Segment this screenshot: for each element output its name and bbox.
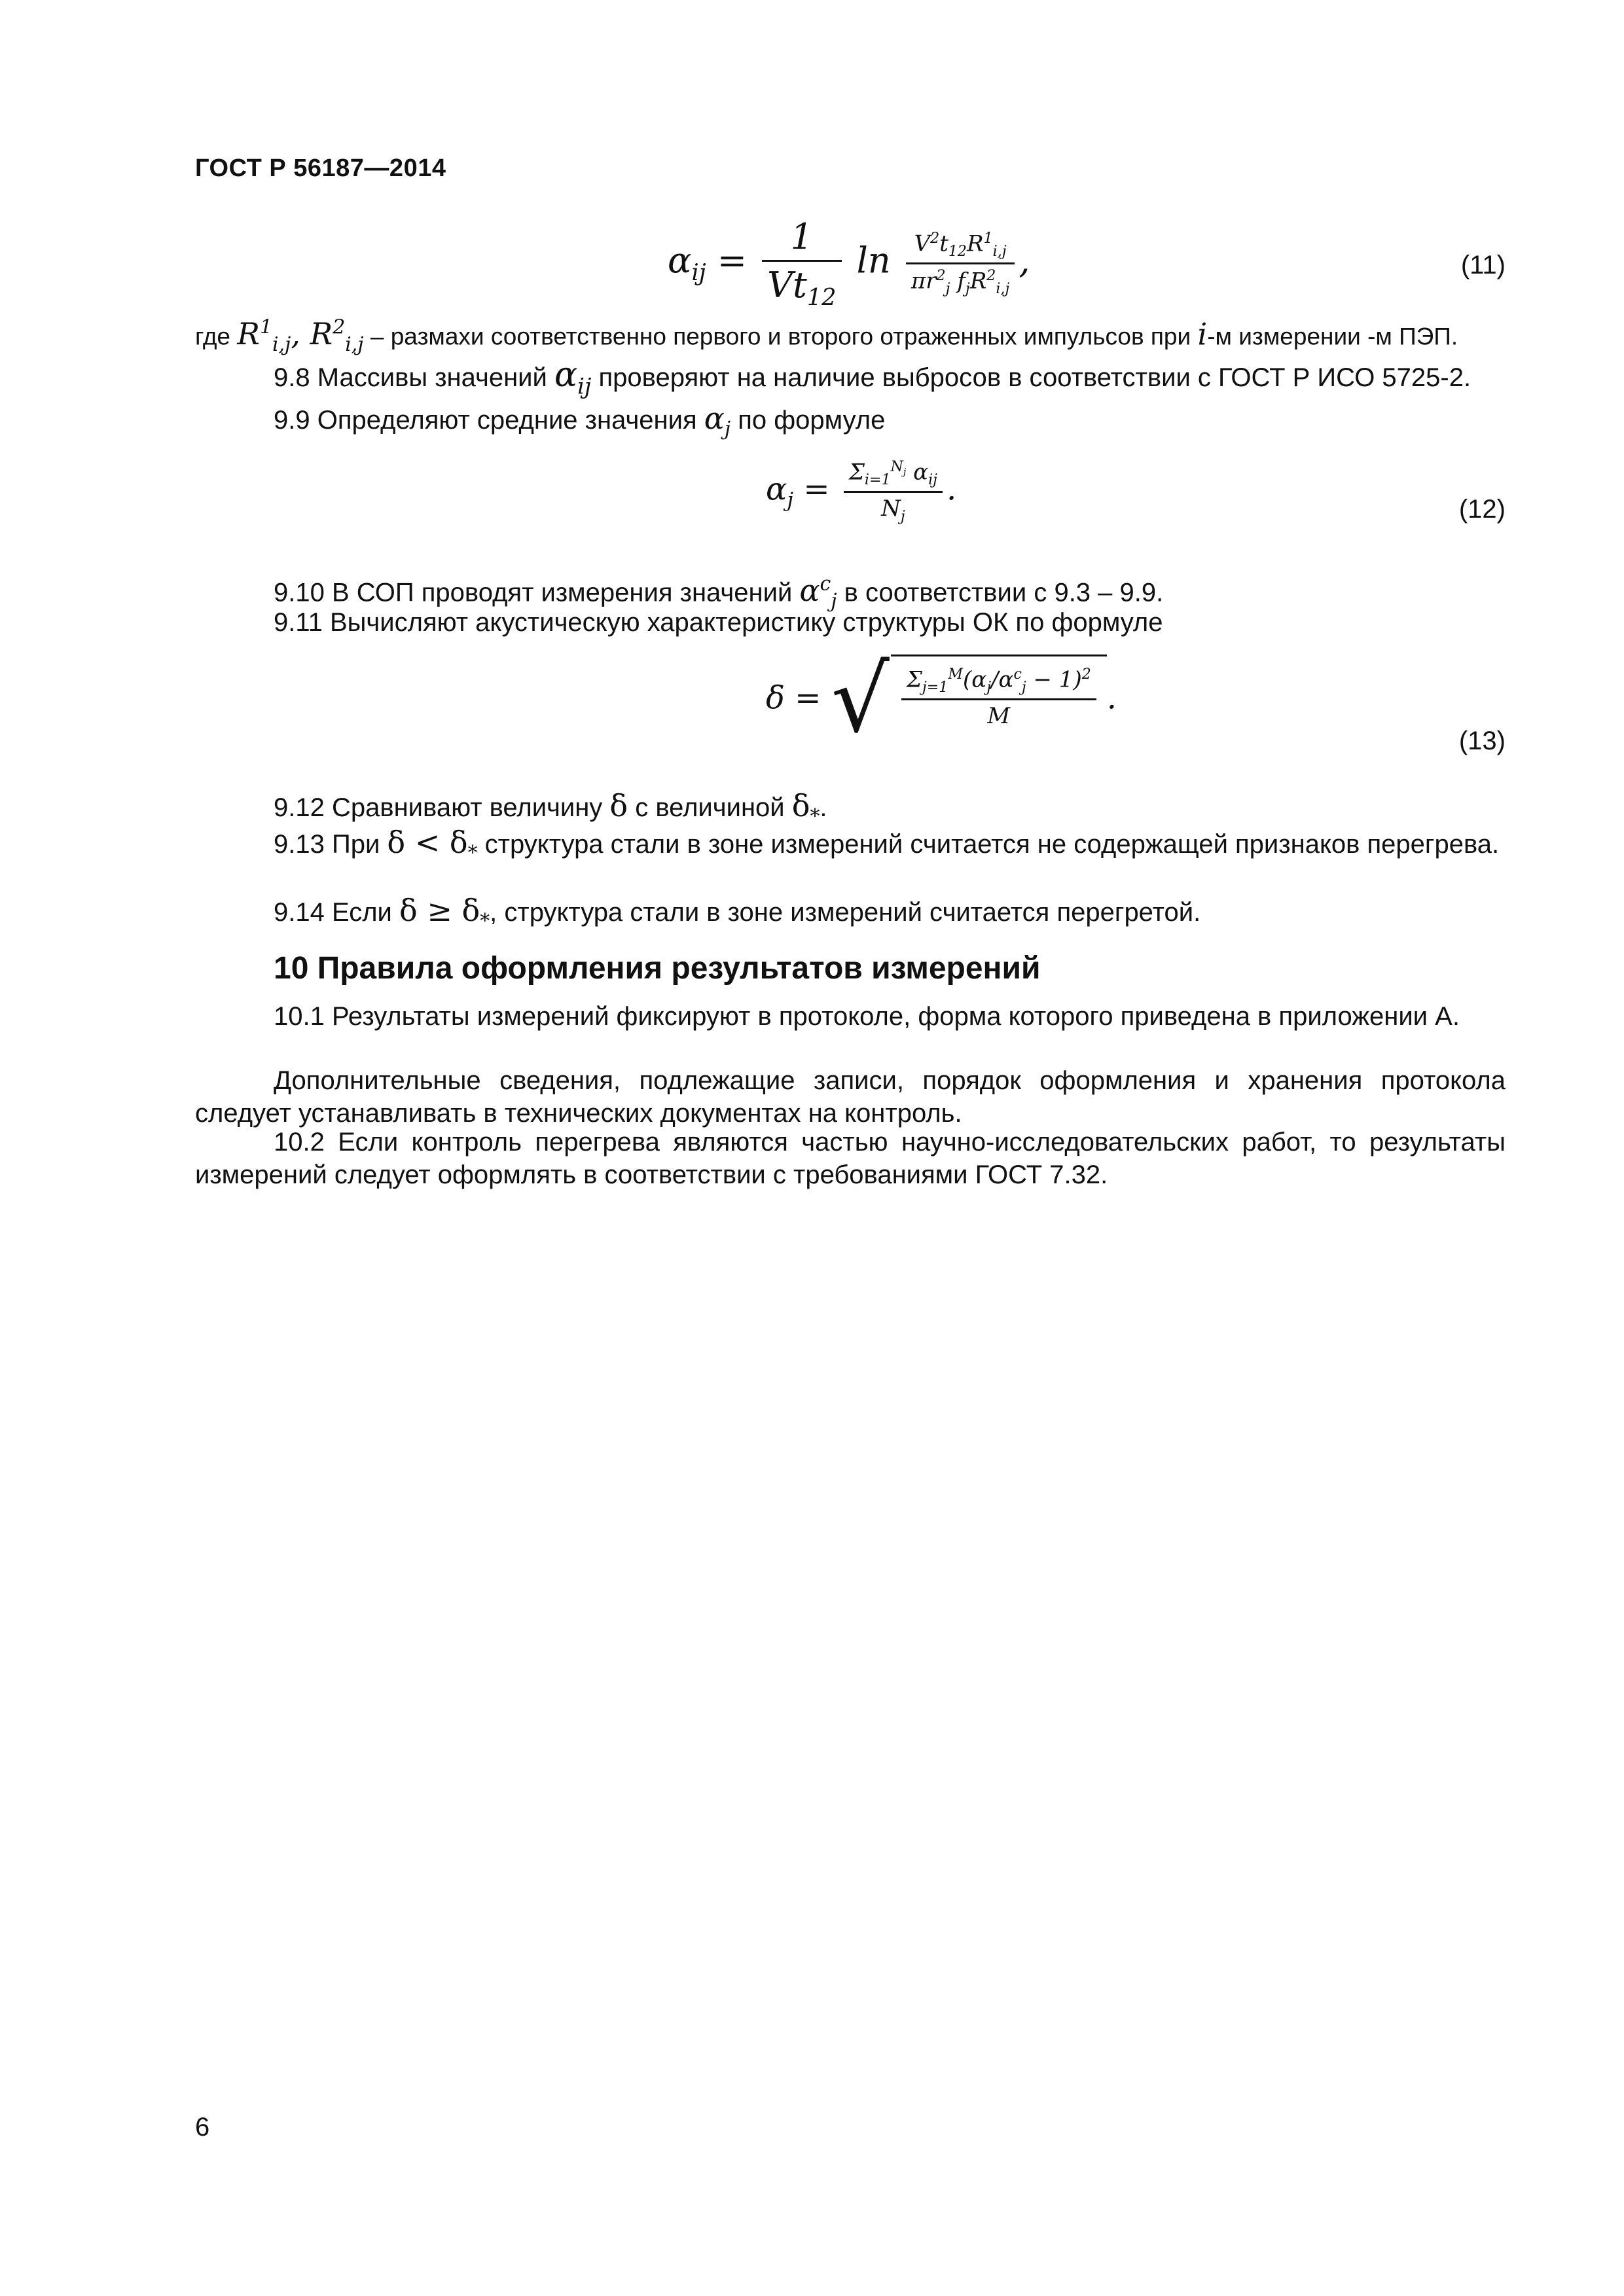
document-header: ГОСТ Р 56187—2014 xyxy=(195,154,446,182)
page-number: 6 xyxy=(195,2113,210,2142)
paragraph-9-8: 9.8 Массивы значений $\alpha_{ij}$ проверяют на наличие выбросов в соответствии с ГОСТ Р ИСО 5725-2. xyxy=(274,355,1471,399)
equation-number-11: (11) xyxy=(1460,251,1506,279)
where-paragraph: где $R^1_{i,j}$, $R^2_{i,j}$ – размахи соответственно первого и второго отраженных импульсов при i-м измерении -м ПЭП. xyxy=(195,316,1458,357)
paragraph-9-14: 9.14 Если $\delta \ge \delta_*$, структура стали в зоне измерений считается перегретой. xyxy=(274,893,1201,933)
paragraph-9-12: 9.12 Сравнивают величину δ с величиной $\delta_*$. xyxy=(274,788,827,829)
paragraph-10-2: 10.2 Если контроль перегрева являются частью научно-исследовательских работ, то результаты измерений следует оформлять в соответствии с требованиями ГОСТ 7.32. xyxy=(195,1128,1506,1189)
equation-number-12: (12) xyxy=(1458,495,1506,524)
equation-13: δ = √ $\frac{\Sigma_{j=1}^M(\alpha_j/\alpha^c_j - 1)^2}{M}$ . xyxy=(766,647,1117,753)
paragraph-9-10: 9.10 В СОП проводят измерения значений $\alpha^c_j$ в соответствии с 9.3 – 9.9. xyxy=(274,573,1164,613)
equation-11: $\alpha_{ij}$ = $\frac{1}{Vt_{12}}$ ln $\frac{V^2t_{12}R^1_{i,j}}{\pi r^2_j f_jR^2_{i,j}}$ , xyxy=(668,216,1030,311)
paragraph-9-11: 9.11 Вычисляют акустическую характеристику структуры ОК по формуле xyxy=(274,608,1163,637)
equation-12: $\alpha_j$ = $\frac{\Sigma_{i=1}^{N_j} \alpha_{ij}}{N_j}$ . xyxy=(766,458,957,525)
paragraph-9-9: 9.9 Определяют средние значения $\alpha_j$ по формуле xyxy=(274,401,886,441)
paragraph-10-1: 10.1 Результаты измерений фиксируют в протоколе, форма которого приведена в приложении А. xyxy=(274,1002,1460,1031)
paragraph-9-13: 9.13 При $\delta < \delta_*$ структура стали в зоне измерений считается не содержащей признаков перегрева. xyxy=(274,825,1500,865)
paragraph-additional: Дополнительные сведения, подлежащие записи, порядок оформления и хранения протокола следует устанавливать в технических документах на контроль. xyxy=(195,1066,1506,1128)
equation-number-13: (13) xyxy=(1458,726,1506,755)
section-10-title: 10 Правила оформления результатов измерений xyxy=(274,951,1041,986)
